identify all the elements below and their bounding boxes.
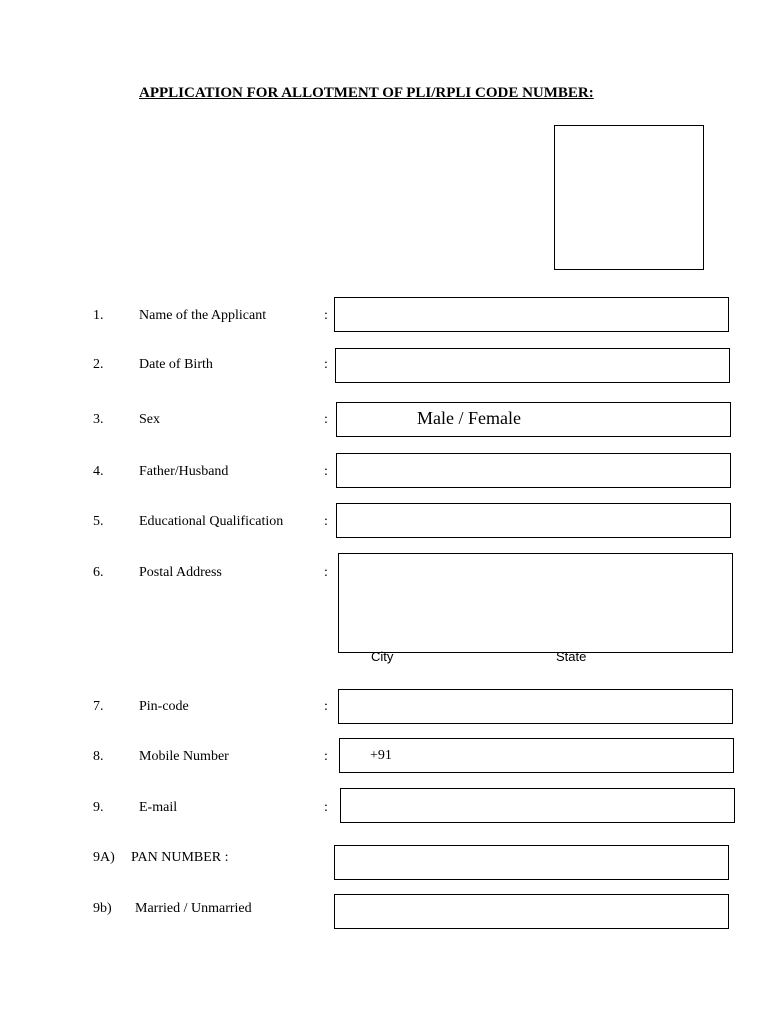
colon: : [324,514,328,529]
field-number-9: 9. [93,800,104,815]
father-husband-field[interactable] [336,453,731,488]
education-label: Educational Qualification [139,514,284,529]
city-label: City [371,649,394,664]
field-number-9b: 9b) [93,901,112,916]
dob-field[interactable] [335,348,730,383]
mobile-field[interactable] [339,738,734,773]
colon: : [324,412,328,427]
colon: : [324,357,328,372]
sex-field[interactable] [336,402,731,437]
sex-value: Male / Female [417,408,521,428]
field-number-4: 4. [93,464,104,479]
field-number-8: 8. [93,749,104,764]
pincode-label: Pin-code [139,699,189,714]
marital-status-field[interactable] [334,894,729,929]
education-field[interactable] [336,503,731,538]
colon: : [324,800,328,815]
colon: : [324,699,328,714]
field-number-2: 2. [93,357,104,372]
field-number-6: 6. [93,565,104,580]
pincode-field[interactable] [338,689,733,724]
postal-address-label: Postal Address [139,565,222,580]
name-label: Name of the Applicant [139,308,267,323]
pan-label: PAN NUMBER : [131,850,229,865]
email-label: E-mail [139,800,178,815]
marital-status-label: Married / Unmarried [135,901,252,916]
photo-box[interactable] [554,125,704,270]
colon: : [324,308,328,323]
field-number-3: 3. [93,412,104,427]
field-number-5: 5. [93,514,104,529]
field-number-1: 1. [93,308,104,323]
pan-field[interactable] [334,845,729,880]
name-field[interactable] [334,297,729,332]
email-field[interactable] [340,788,735,823]
field-number-9a: 9A) [93,850,115,865]
father-husband-label: Father/Husband [139,464,229,479]
sex-label: Sex [139,412,160,427]
field-number-7: 7. [93,699,104,714]
colon: : [324,749,328,764]
mobile-prefix: +91 [370,748,392,763]
state-label: State [556,649,587,664]
colon: : [324,464,328,479]
dob-label: Date of Birth [139,357,213,372]
postal-address-field[interactable] [338,553,733,653]
colon: : [324,565,328,580]
mobile-label: Mobile Number [139,749,229,764]
form-title: APPLICATION FOR ALLOTMENT OF PLI/RPLI CODE NUMBER: [139,85,594,101]
